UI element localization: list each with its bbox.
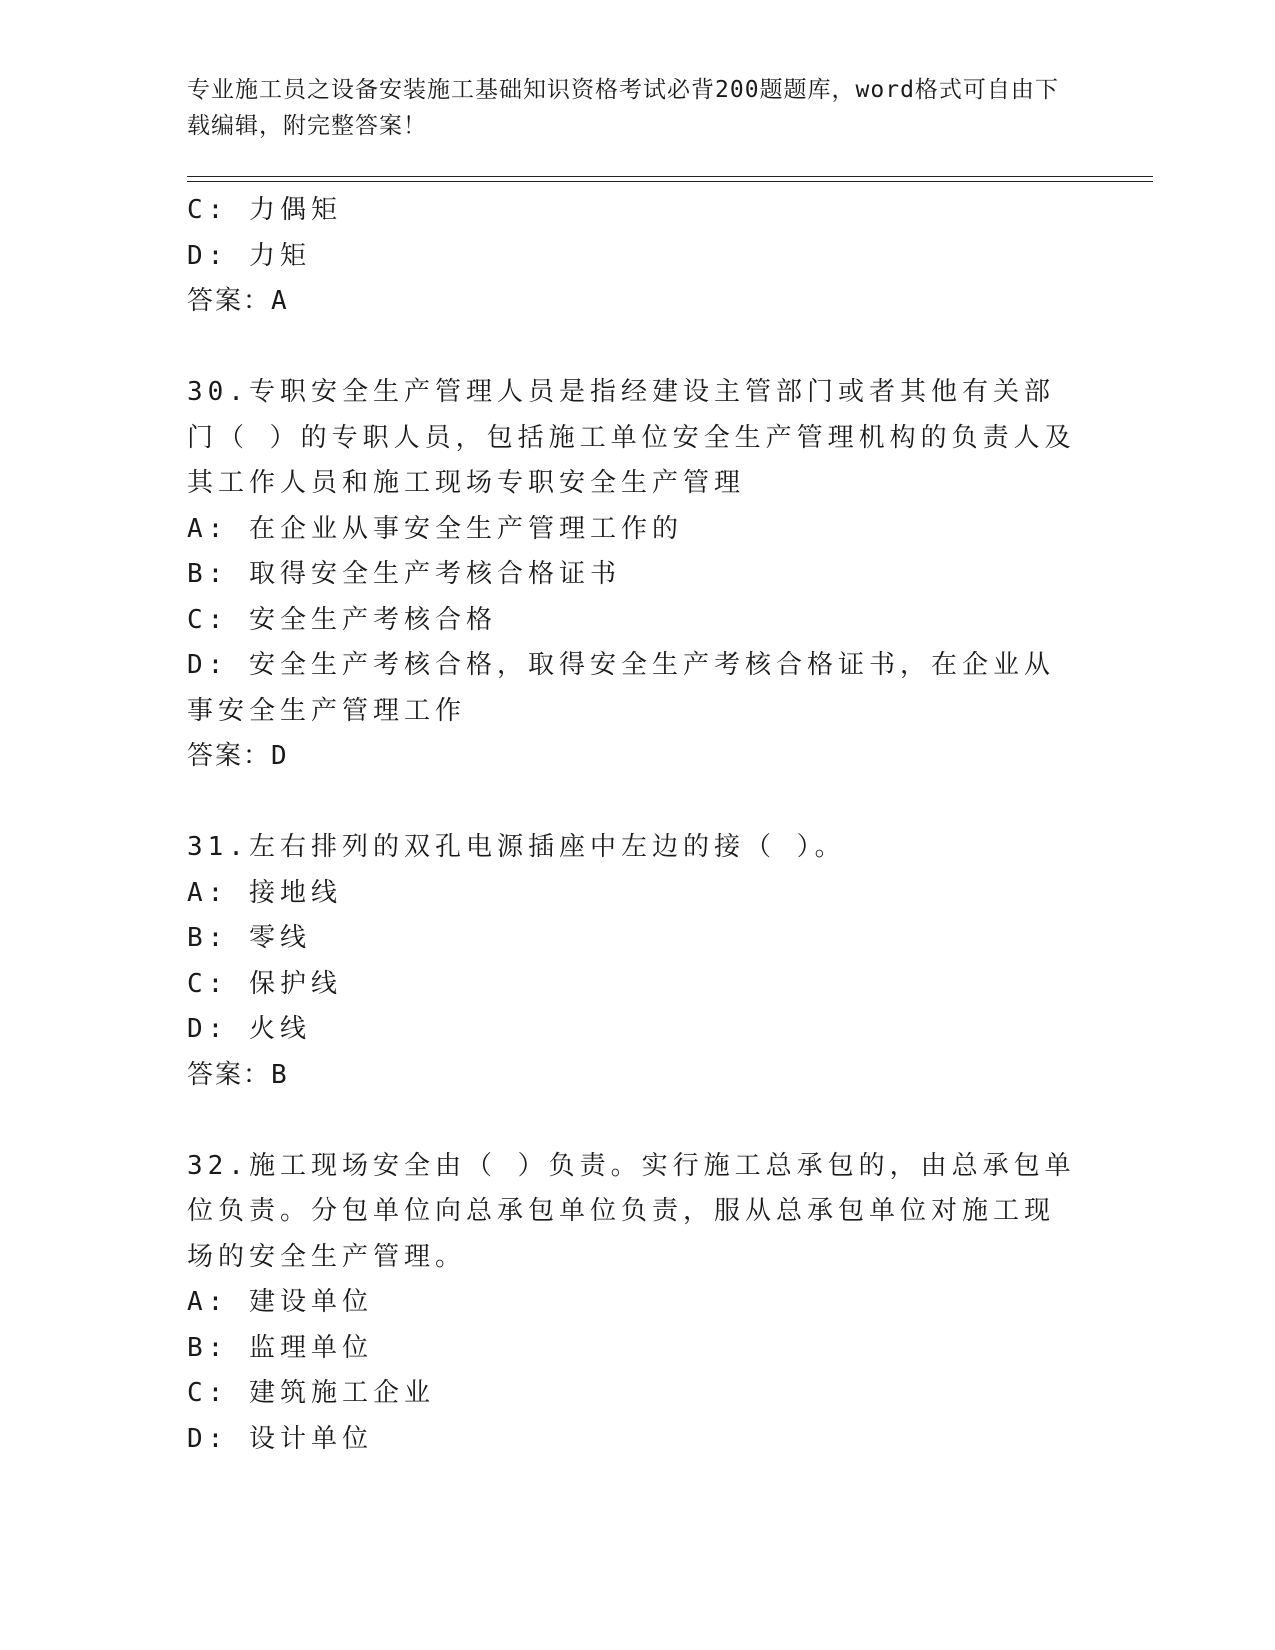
answer-line: 答案：B	[187, 1059, 289, 1090]
question-32	[187, 1144, 1077, 1463]
document-title: 专业施工员之设备安装施工基础知识资格考试必背200题题库，word格式可自由下载编辑，附完整答案！	[187, 77, 1059, 139]
carryover-block	[187, 188, 1077, 325]
option-c: C: 安全生产考核合格	[187, 604, 497, 635]
question-stem: 31.左右排列的双孔电源插座中左边的接（ ）。	[187, 832, 846, 862]
question-31	[187, 825, 1077, 1098]
option-b: B: 零线	[187, 923, 311, 953]
option-d: D: 安全生产考核合格，取得安全生产考核合格证书，在企业从事安全生产管理工作	[187, 650, 1055, 726]
option-c: C: 保护线	[187, 968, 342, 999]
option-c: C: 建筑施工企业	[187, 1378, 435, 1408]
question-stem: 30.专职安全生产管理人员是指经建设主管部门或者其他有关部门（ ）的专职人员，包括施工单位安全生产管理机构的负责人及其工作人员和施工现场专职安全生产管理	[187, 377, 1076, 498]
question-content	[187, 188, 1077, 1462]
option-a: A: 建设单位	[187, 1287, 373, 1317]
answer-line: 答案：A	[187, 286, 289, 316]
header-rule-top	[187, 176, 1153, 177]
answer-line: 答案：D	[187, 741, 289, 771]
question-stem: 32.施工现场安全由（ ）负责。实行施工总承包的，由总承包单位负责。分包单位向总承包单位负责，服从总承包单位对施工现场的安全生产管理。	[187, 1150, 1076, 1272]
page-header	[187, 72, 1067, 144]
option-a: A: 在企业从事安全生产管理工作的	[187, 513, 683, 544]
option-b: B: 取得安全生产考核合格证书	[187, 559, 621, 589]
option-a: A: 接地线	[187, 877, 342, 908]
option-d: D: 力矩	[187, 240, 311, 271]
option-d: D: 设计单位	[187, 1423, 373, 1454]
option-b: B: 监理单位	[187, 1332, 373, 1363]
question-30	[187, 370, 1077, 780]
header-rule-bottom	[187, 181, 1153, 182]
option-c: C: 力偶矩	[187, 195, 342, 225]
option-d: D: 火线	[187, 1014, 311, 1044]
